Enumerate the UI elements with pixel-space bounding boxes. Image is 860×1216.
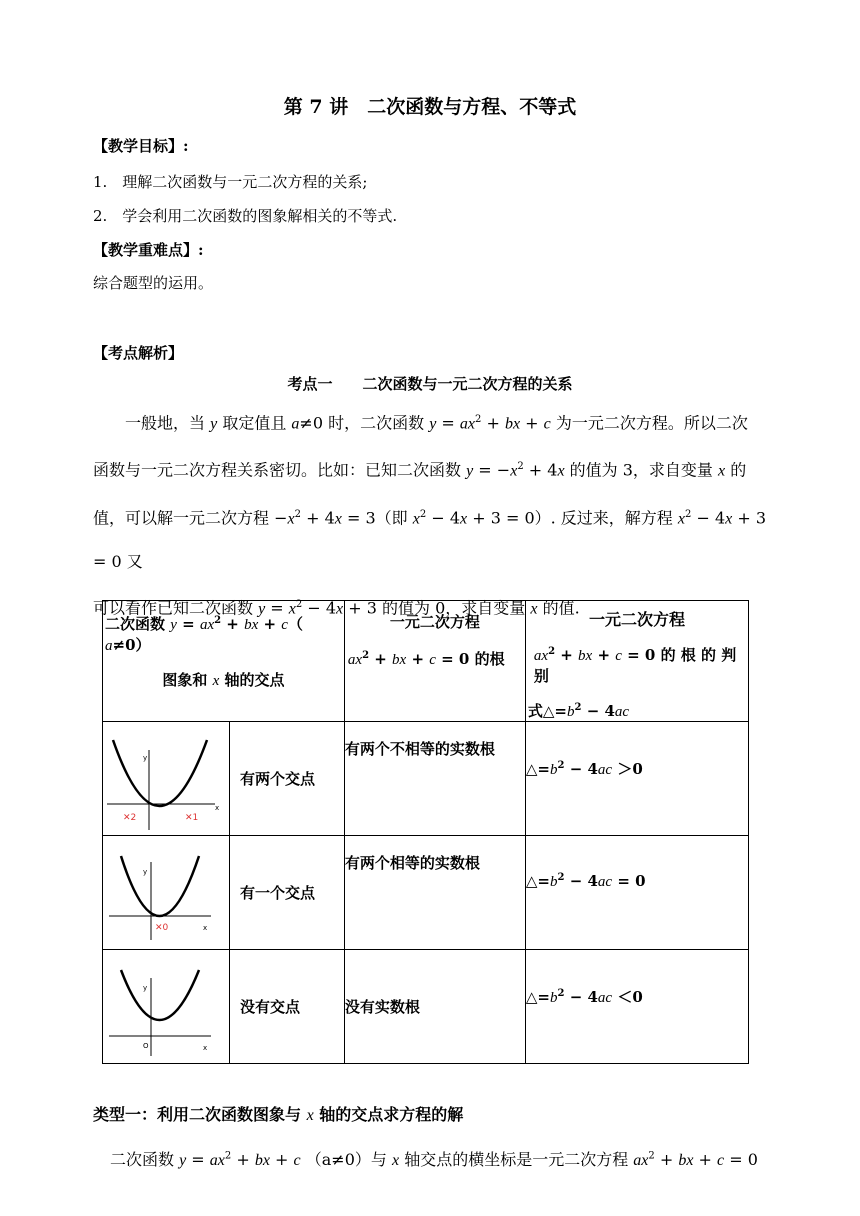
graph-cell — [103, 950, 230, 1064]
difficulty-text: 综合题型的运用。 — [93, 274, 214, 292]
svg-text:✕2: ✕2 — [123, 813, 137, 823]
type-one-heading: 类型一：利用二次函数图象与 x 轴的交点求方程的解 — [93, 1105, 464, 1124]
graph-cell — [103, 722, 230, 836]
root-description: 没有实数根 — [344, 950, 525, 1064]
svg-text:x: x — [203, 1044, 208, 1052]
point-one-title: 考点一 二次函数与一元二次方程的关系 — [287, 375, 573, 393]
svg-text:y: y — [143, 984, 148, 992]
intersection-count: 有一个交点 — [230, 836, 345, 950]
svg-text:x: x — [215, 804, 220, 812]
intersection-count: 有两个交点 — [230, 722, 345, 836]
header-cell-equation: 一元二次方程 $ax^2$ + bx + c = 0 的根 — [344, 601, 525, 722]
root-description: 有两个相等的实数根 — [344, 836, 525, 950]
svg-text:x: x — [203, 924, 208, 932]
svg-text:y: y — [143, 754, 148, 762]
difficulty-heading: 【教学重难点】: — [93, 241, 204, 259]
objective-item: 1. 理解二次函数与一元二次方程的关系; — [93, 173, 368, 191]
discriminant-condition: $\triangle=b^2 - 4ac = 0$ — [525, 836, 748, 950]
table-row — [103, 836, 749, 950]
svg-text:✕1: ✕1 — [185, 813, 199, 823]
parabola-two-roots-graph — [103, 722, 223, 832]
parabola-no-root-graph — [103, 950, 223, 1060]
page-title: 第 7 讲 二次函数与方程、不等式 — [283, 96, 577, 118]
objective-item: 2. 学会利用二次函数的图象解相关的不等式. — [93, 207, 398, 225]
root-description: 有两个不相等的实数根 — [344, 722, 525, 836]
discriminant-condition: $\triangle=b^2 - 4ac <0$ — [525, 950, 748, 1064]
analysis-heading: 【考点解析】 — [93, 344, 184, 362]
header-cell-discriminant: 一元二次方程 $ax^2$ + bx + c = 0 的 根 的 判 别 式$\triangle=b^2 - 4ac$ — [525, 601, 748, 722]
svg-text:O: O — [143, 1042, 149, 1050]
parabola-one-root-graph — [103, 836, 223, 946]
relationship-table — [102, 600, 749, 1064]
table-row — [103, 722, 749, 836]
objectives-heading: 【教学目标】: — [93, 137, 189, 155]
svg-text:y: y — [143, 868, 148, 876]
svg-text:✕0: ✕0 — [155, 923, 169, 933]
header-cell-function: 二次函数 $y = ax^2$ + bx + c（ a≠0） 图象和 x 轴的交点 — [103, 601, 345, 722]
table-row — [103, 950, 749, 1064]
type-one-text: 二次函数 $y = ax^2$ + bx + c （a≠0）与 x 轴交点的横坐标是一元二次方程 $ax^2$ + bx + c = 0 — [110, 1150, 758, 1169]
discriminant-condition: $\triangle=b^2 - 4ac >0$ — [525, 722, 748, 836]
graph-cell — [103, 836, 230, 950]
intro-paragraph: 一般地，当 y 取定值且 a≠0 时，二次函数 $y = ax^2$ + bx + c 为一元二次方程。所以二次 函数与一元二次方程关系密切。比如：已知二次函数 $y = -x^2 + 4x$ 的值为 3，求自变量 x 的 值，可以解一元二次方程 $-x^2 + 4x = 3$（即 $x^2 - 4x + 3 = 0$）. 反过来，解方程 $x^2 - 4x + 3 = 0$ 又 可以看作已知二次函数 $y = x^2 - 4x + 3$ 的值为 0，求自变量 x 的值. — [93, 413, 767, 618]
intersection-count: 没有交点 — [230, 950, 345, 1064]
